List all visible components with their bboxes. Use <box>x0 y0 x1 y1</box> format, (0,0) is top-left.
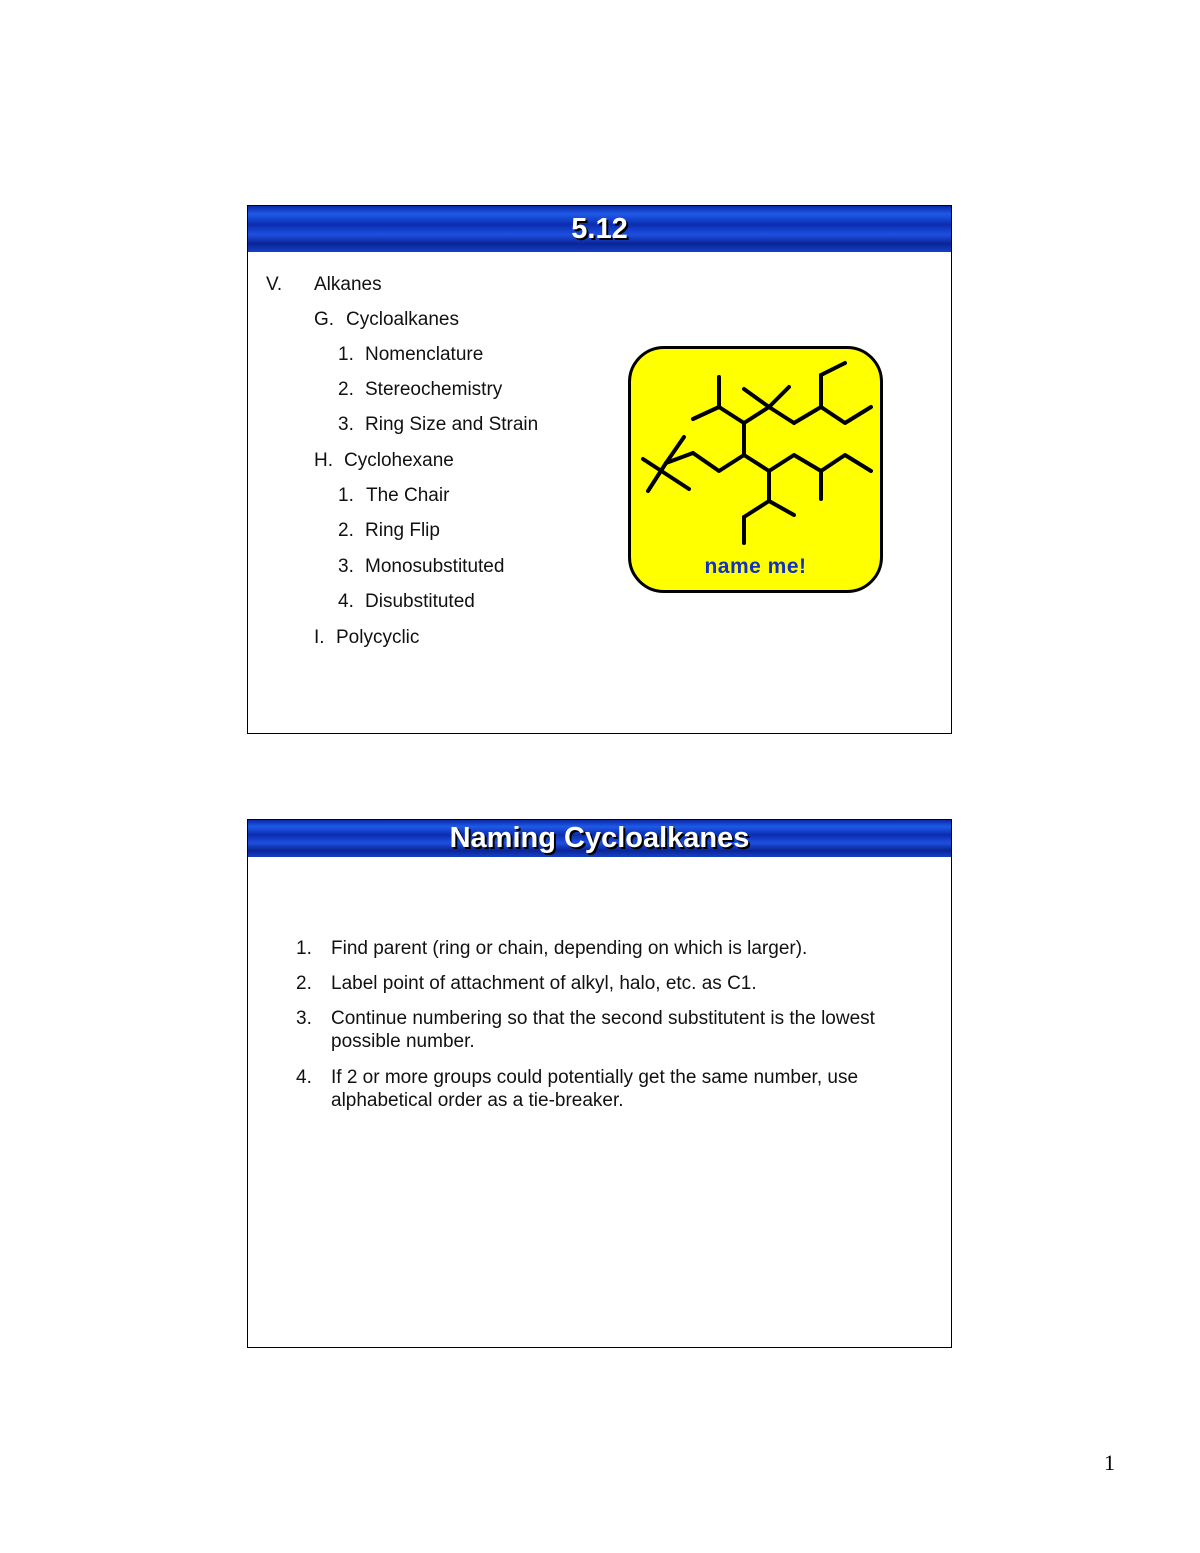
outline-marker: 3. <box>338 414 354 435</box>
outline-item: Nomenclature <box>365 344 484 365</box>
step-number: 4. <box>296 1067 312 1088</box>
slide-2 <box>247 819 952 1348</box>
slide-title: 5.12 <box>248 206 951 252</box>
outline-item: Polycyclic <box>336 627 420 648</box>
outline-marker: 3. <box>338 556 354 577</box>
step-text: Find parent (ring or chain, depending on which is larger). <box>331 938 808 959</box>
outline-item: Stereochemistry <box>365 379 503 400</box>
outline-marker: 1. <box>338 485 354 506</box>
outline-item: Monosubstituted <box>365 556 505 577</box>
outline-marker: G. <box>314 309 335 330</box>
molecule-box <box>628 346 883 593</box>
molecule-caption: name me! <box>704 555 807 578</box>
step-text: Label point of attachment of alkyl, halo, etc. as C1. <box>331 973 757 994</box>
slide-title: Naming Cycloalkanes <box>248 820 951 857</box>
outline-marker: 1. <box>338 344 354 365</box>
outline-item: The Chair <box>366 485 450 506</box>
outline-marker: 2. <box>338 379 354 400</box>
outline-item: Cyclohexane <box>344 450 454 471</box>
step-number: 1. <box>296 938 312 959</box>
outline-item: Cycloalkanes <box>346 309 459 330</box>
outline-marker: 4. <box>338 591 354 612</box>
outline-marker: V. <box>266 274 283 295</box>
outline-marker: H. <box>314 450 333 471</box>
step-text: If 2 or more groups could potentially get the same number, use alphabetical order as a tie-breaker. <box>331 1067 859 1111</box>
outline-item: Disubstituted <box>365 591 475 612</box>
page-number: 1 <box>1104 1450 1115 1475</box>
outline-item: Alkanes <box>314 274 382 295</box>
outline-marker: 2. <box>338 520 354 541</box>
outline-marker: I. <box>314 627 325 648</box>
outline-item: Ring Size and Strain <box>365 414 539 435</box>
step-text: Continue numbering so that the second substitutent is the lowest possible number. <box>331 1008 875 1052</box>
step-number: 3. <box>296 1008 312 1029</box>
outline-item: Ring Flip <box>365 520 440 541</box>
step-number: 2. <box>296 973 312 994</box>
slide-1 <box>247 205 952 734</box>
